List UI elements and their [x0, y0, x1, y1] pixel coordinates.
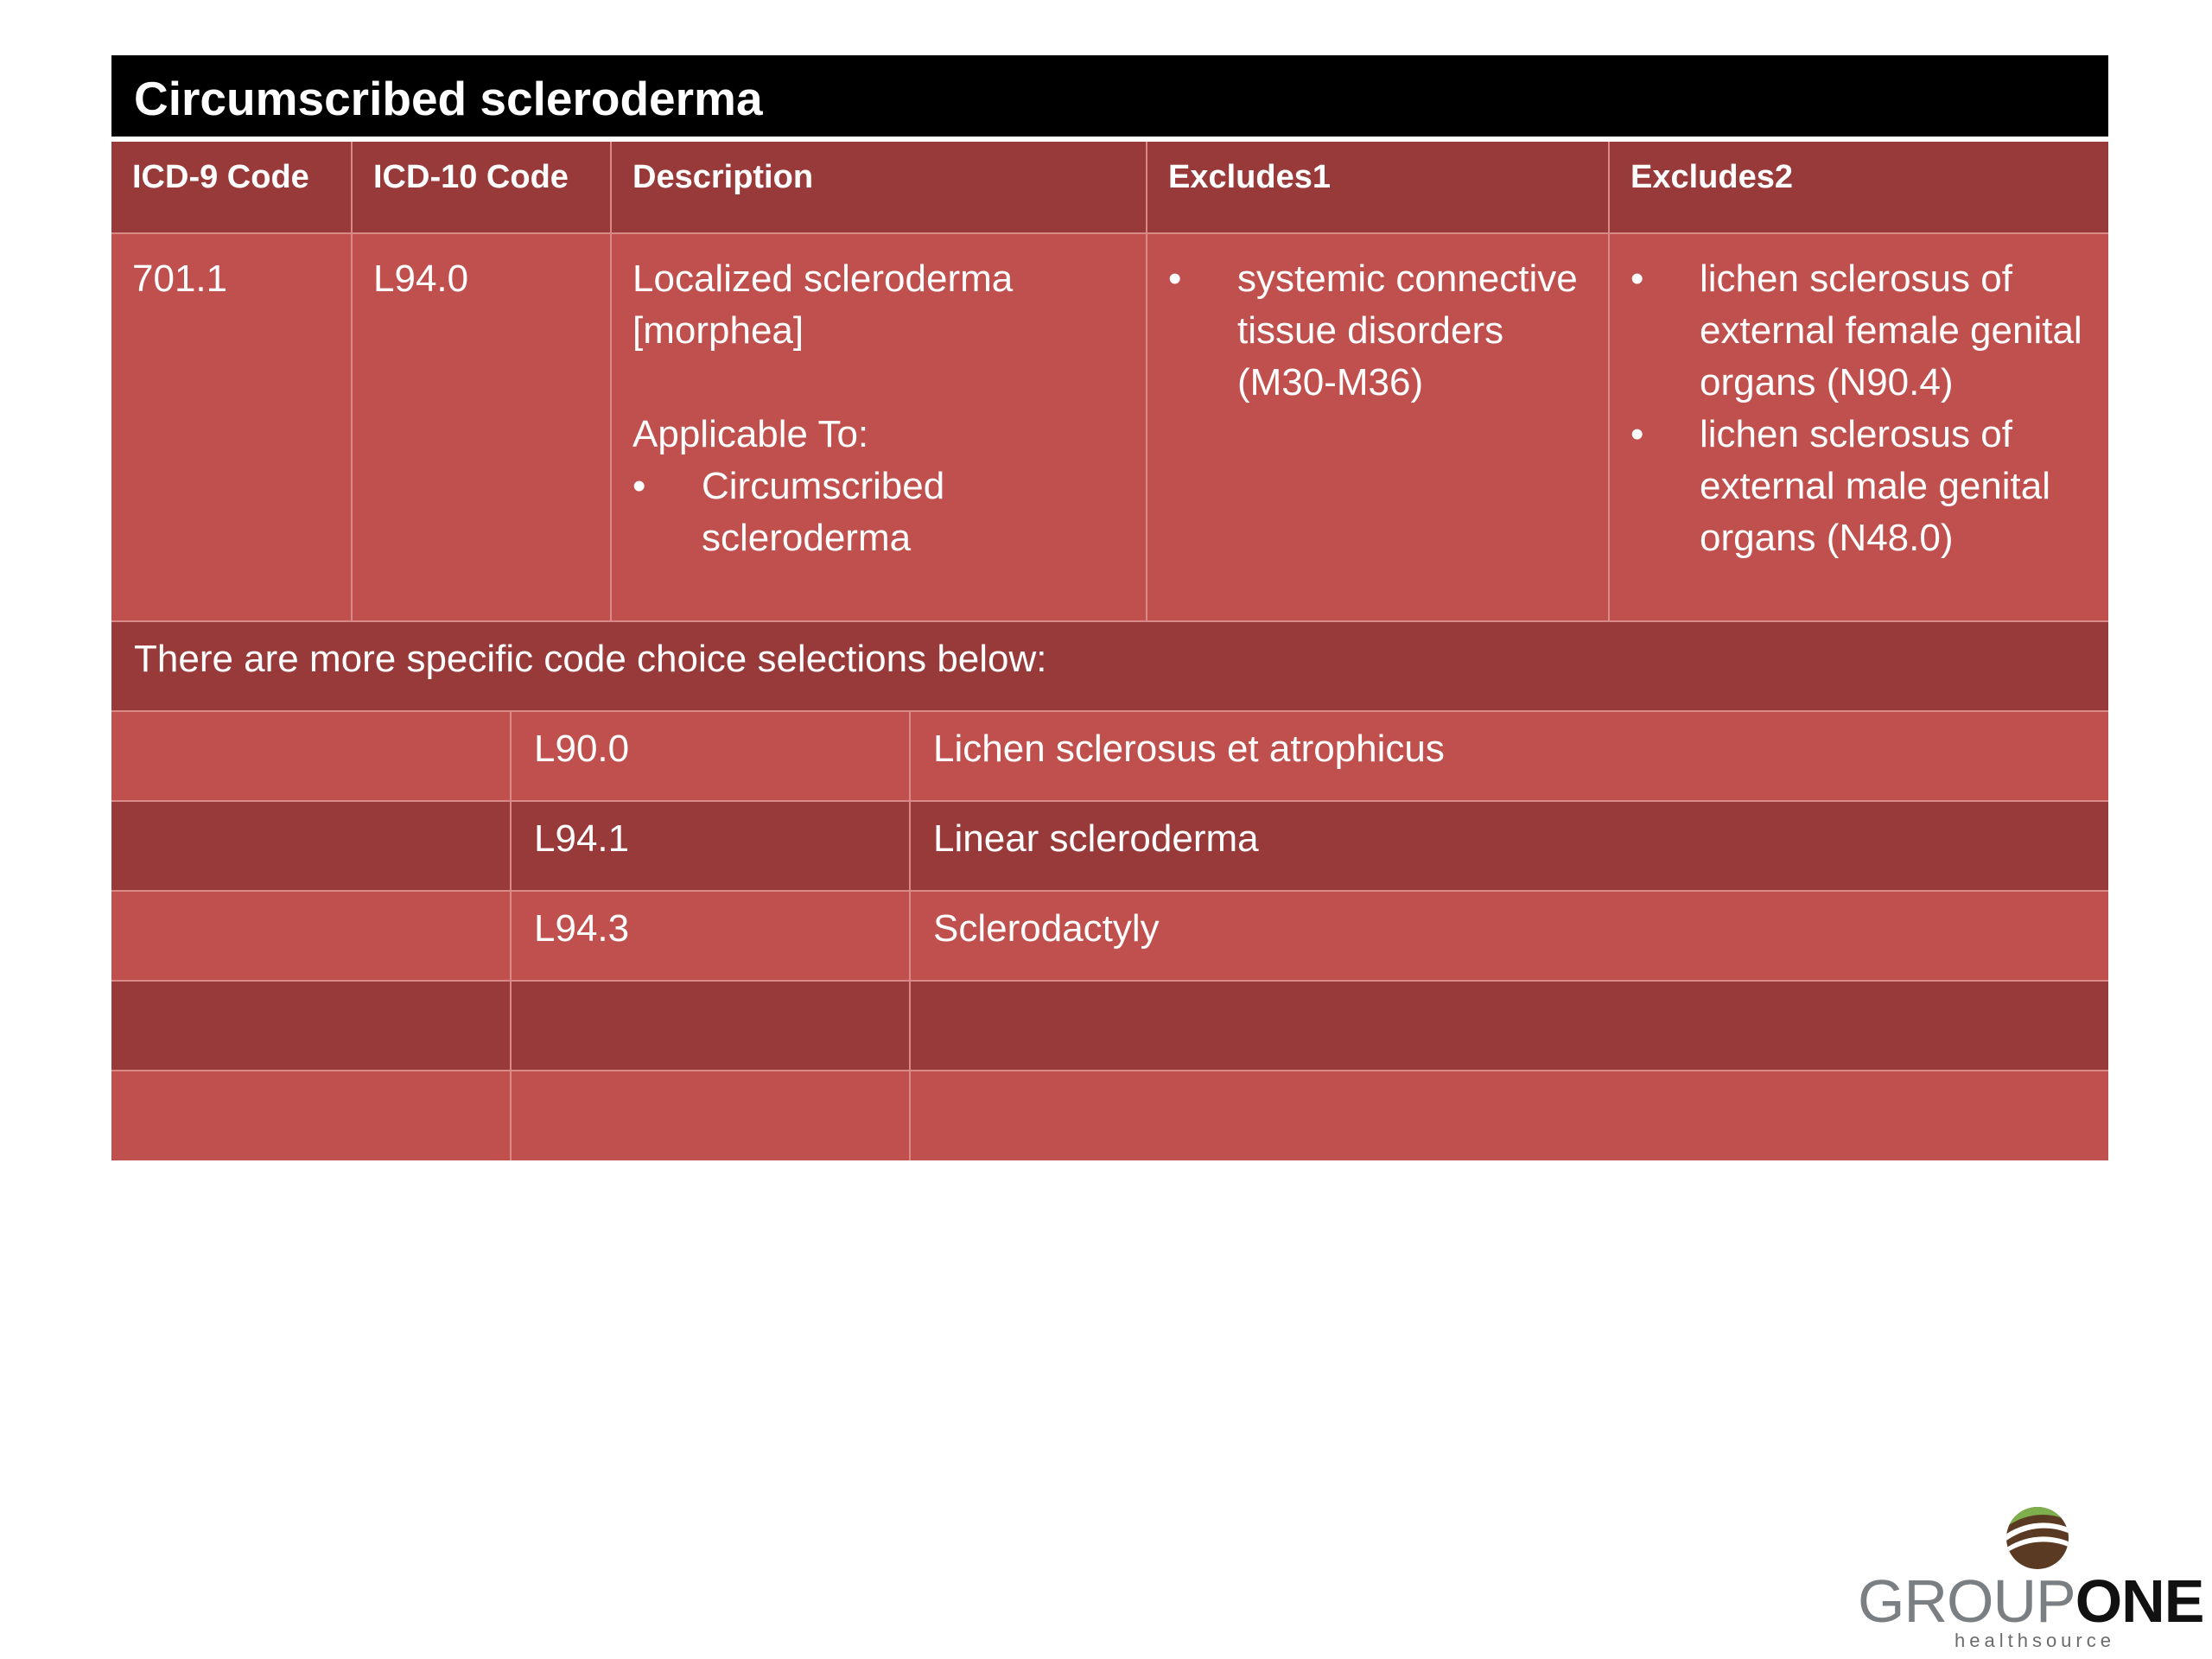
main-code-row [111, 233, 2108, 620]
sub-code-cell [511, 1071, 910, 1160]
applicable-list [632, 461, 1125, 564]
groupone-logo [1858, 1503, 2203, 1650]
logo-word-group: GROUP [1858, 1567, 2075, 1635]
table-row [111, 801, 2108, 891]
excludes2-list [1630, 253, 2088, 564]
sub-code-cell: L94.3 [511, 891, 910, 981]
logo-wordmark [1858, 1567, 2204, 1635]
excludes2-item: • lichen sclerosus of external male genital organs (N48.0) [1630, 409, 2088, 564]
excludes2-cell [1609, 233, 2108, 620]
header-icd9: ICD-9 Code [132, 159, 309, 195]
excludes1-cell [1147, 233, 1609, 620]
description-cell [611, 233, 1147, 620]
icd9-code-cell: 701.1 [111, 233, 352, 620]
table-row [111, 711, 2108, 801]
header-excludes2: Excludes2 [1609, 142, 2108, 233]
specific-codes-table [111, 710, 2108, 1160]
sub-description-cell: Sclerodactyly [910, 891, 2108, 981]
header-icd10: ICD-10 Code [352, 142, 611, 233]
excludes1-item: • systemic connective tissue disorders (M30-M36) [1168, 253, 1587, 409]
sub-code-cell: L94.1 [511, 801, 910, 891]
logo-tagline: healthsource [1955, 1630, 2115, 1651]
excludes1-list [1168, 253, 1587, 409]
sub-description-cell [910, 1071, 2108, 1160]
sub-empty-cell [111, 981, 511, 1071]
sub-description-cell: Lichen sclerosus et atrophicus [910, 711, 2108, 801]
applicable-label: Applicable To: [632, 413, 869, 455]
sub-empty-cell [111, 1071, 511, 1160]
sub-description-cell: Linear scleroderma [910, 801, 2108, 891]
applicable-item: • Circumscribed scleroderma [632, 461, 1125, 564]
header-description: Description [611, 142, 1147, 233]
sub-empty-cell [111, 891, 511, 981]
sub-description-cell [910, 981, 2108, 1071]
table-row [111, 1071, 2108, 1160]
sub-empty-cell [111, 711, 511, 801]
header-excludes1: Excludes1 [1147, 142, 1609, 233]
header-row [111, 142, 2108, 233]
globe-leaf-icon [2003, 1503, 2072, 1573]
table-row [111, 981, 2108, 1071]
table-row [111, 891, 2108, 981]
main-code-table [111, 142, 2108, 620]
excludes2-item: • lichen sclerosus of external female genital organs (N90.4) [1630, 253, 2088, 409]
icd10-code-cell: L94.0 [352, 233, 611, 620]
logo-word-one: ONE [2075, 1567, 2204, 1635]
table-title: Circumscribed scleroderma [111, 55, 2108, 142]
sub-empty-cell [111, 801, 511, 891]
description-text: Localized scleroderma [morphea] [632, 257, 1014, 352]
sub-code-cell [511, 981, 910, 1071]
code-table-panel [111, 55, 2108, 1160]
more-codes-note: There are more specific code choice selections below: [111, 620, 2108, 710]
sub-code-cell: L90.0 [511, 711, 910, 801]
